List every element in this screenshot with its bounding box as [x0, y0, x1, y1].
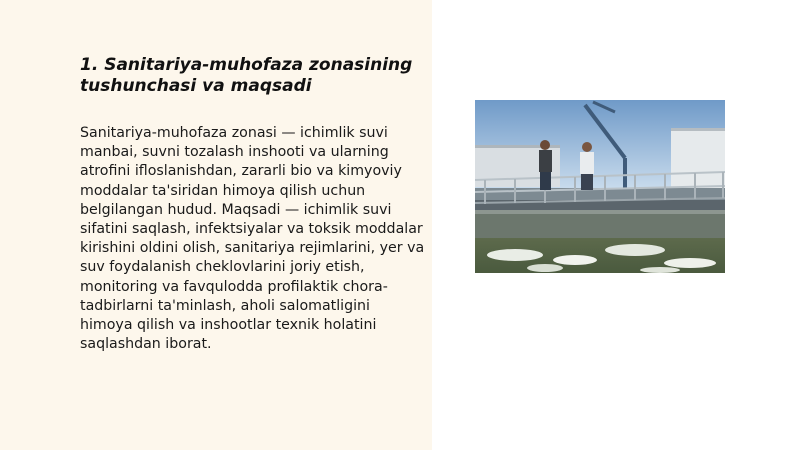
water-treatment-photo — [475, 100, 725, 273]
slide-body-text: Sanitariya-muhofaza zonasi — ichimlik suvi manbai, suvni tozalash inshooti va ularning atrofini ifloslanishdan, zararli bio va kimyoviy moddalar ta'siridan himoya qilish uchun belgilangan hudud. Maqsadi — ichimlik suvi sifatini saqlash, infektsiyalar va toksik moddalar kirishini oldini olish, sanitariya rejimlarini, yer va suv foydalanish cheklovlarini joriy etish, monitoring va favqulodda profilaktik chora-tadbirlarni ta'minlash, aholi salomatligini himoya qilish va inshootlar texnik holatini saqlashdan iborat. — [80, 125, 425, 353]
slide-title: 1. Sanitariya-muhofaza zonasining tushunchasi va maqsadi — [80, 55, 413, 96]
